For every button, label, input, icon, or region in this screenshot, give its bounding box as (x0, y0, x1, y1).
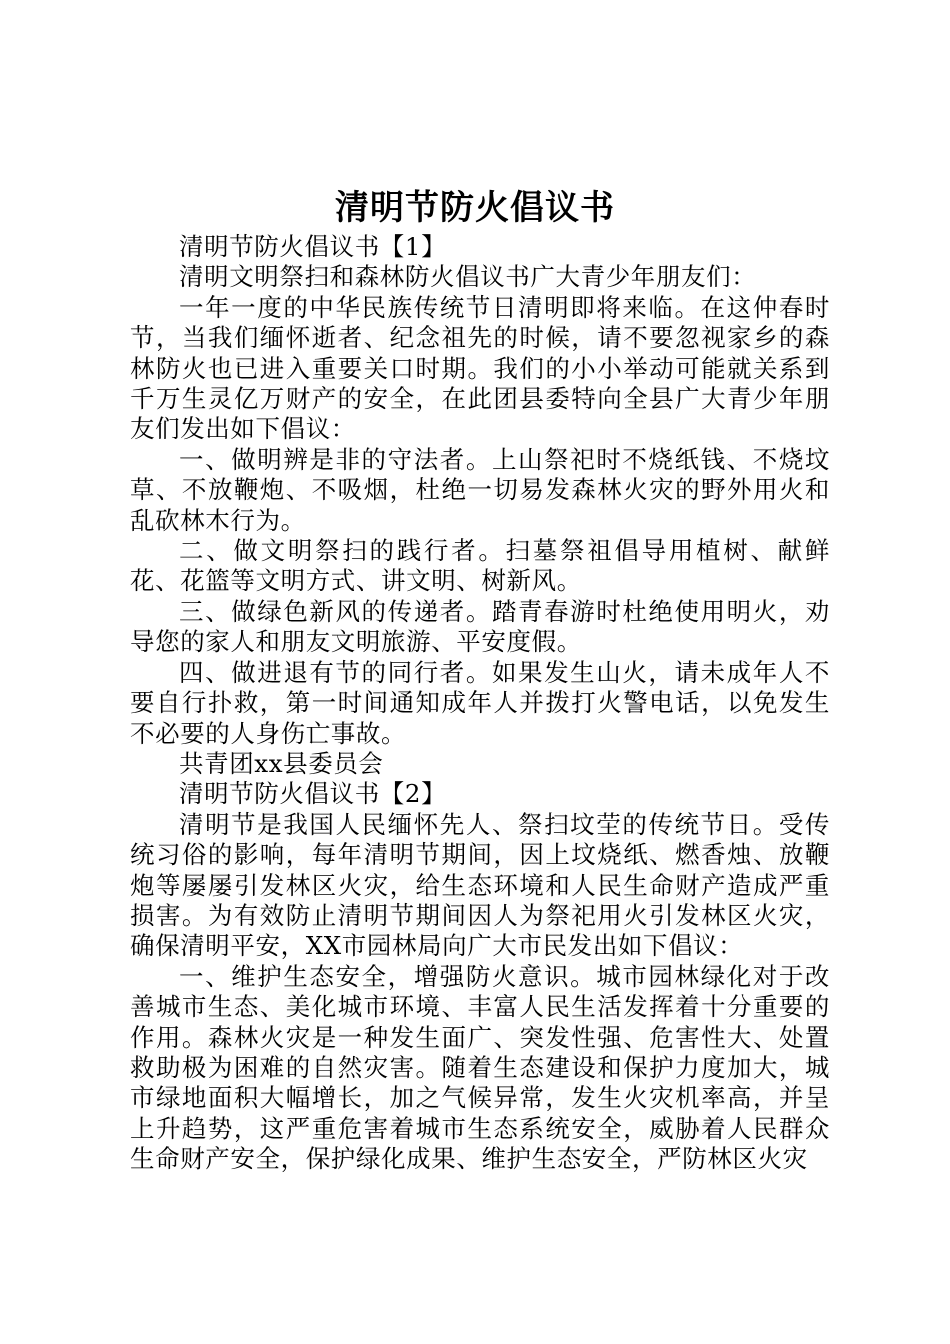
proposal-item-4: 四、做进退有节的同行者。如果发生山火，请未成年人不要自行扑救，第一时间通知成年人并拨打火警电话，以免发生不必要的人身伤亡事故。 (130, 657, 830, 748)
intro-paragraph: 一年一度的中华民族传统节日清明即将来临。在这仲春时节，当我们缅怀逝者、纪念祖先的时候，请不要忽视家乡的森林防火也已进入重要关口时期。我们的小小举动可能就关系到千万生灵亿万财产的安全，在此团县委特向全县广大青少年朋友们发出如下倡议： (130, 292, 830, 444)
signature: 共青团xx县委员会 (179, 748, 384, 778)
salutation: 清明文明祭扫和森林防火倡议书广大青少年朋友们： (179, 262, 757, 292)
section-heading-2: 清明节防火倡议书【2】 (179, 779, 447, 809)
intro-paragraph-2: 清明节是我国人民缅怀先人、祭扫坟茔的传统节日。受传统习俗的影响，每年清明节期间，因上坟烧纸、燃香烛、放鞭炮等屡屡引发林区火灾，给生态环境和人民生命财产造成严重损害。为有效防止清明节期间因人为祭祀用火引发林区火灾，确保清明平安，XX市园林局向广大市民发出如下倡议： (130, 809, 830, 961)
section-heading-1: 清明节防火倡议书【1】 (179, 232, 447, 261)
proposal-item-2-1: 一、维护生态安全，增强防火意识。城市园林绿化对于改善城市生态、美化城市环境、丰富人民生活发挥着十分重要的作用。森林火灾是一种发生面广、突发性强、危害性大、处置救助极为困难的自然灾害。随着生态建设和保护力度加大，城市绿地面积大幅增长，加之气候异常，发生火灾机率高，并呈上升趋势，这严重危害着城市生态系统安全，威胁着人民群众生命财产安全，保护绿化成果、维护生态安全，严防林区火灾 (130, 961, 830, 1174)
document-title: 清明节防火倡议书 (335, 188, 615, 228)
proposal-item-1: 一、做明辨是非的守法者。上山祭祀时不烧纸钱、不烧坟草、不放鞭炮、不吸烟，杜绝一切易发森林火灾的野外用火和乱砍林木行为。 (130, 444, 830, 535)
document-body (130, 232, 830, 1175)
proposal-item-2: 二、做文明祭扫的践行者。扫墓祭祖倡导用植树、献鲜花、花篮等文明方式、讲文明、树新风。 (130, 536, 830, 596)
proposal-item-3: 三、做绿色新风的传递者。踏青春游时杜绝使用明火，劝导您的家人和朋友文明旅游、平安度假。 (130, 596, 830, 657)
